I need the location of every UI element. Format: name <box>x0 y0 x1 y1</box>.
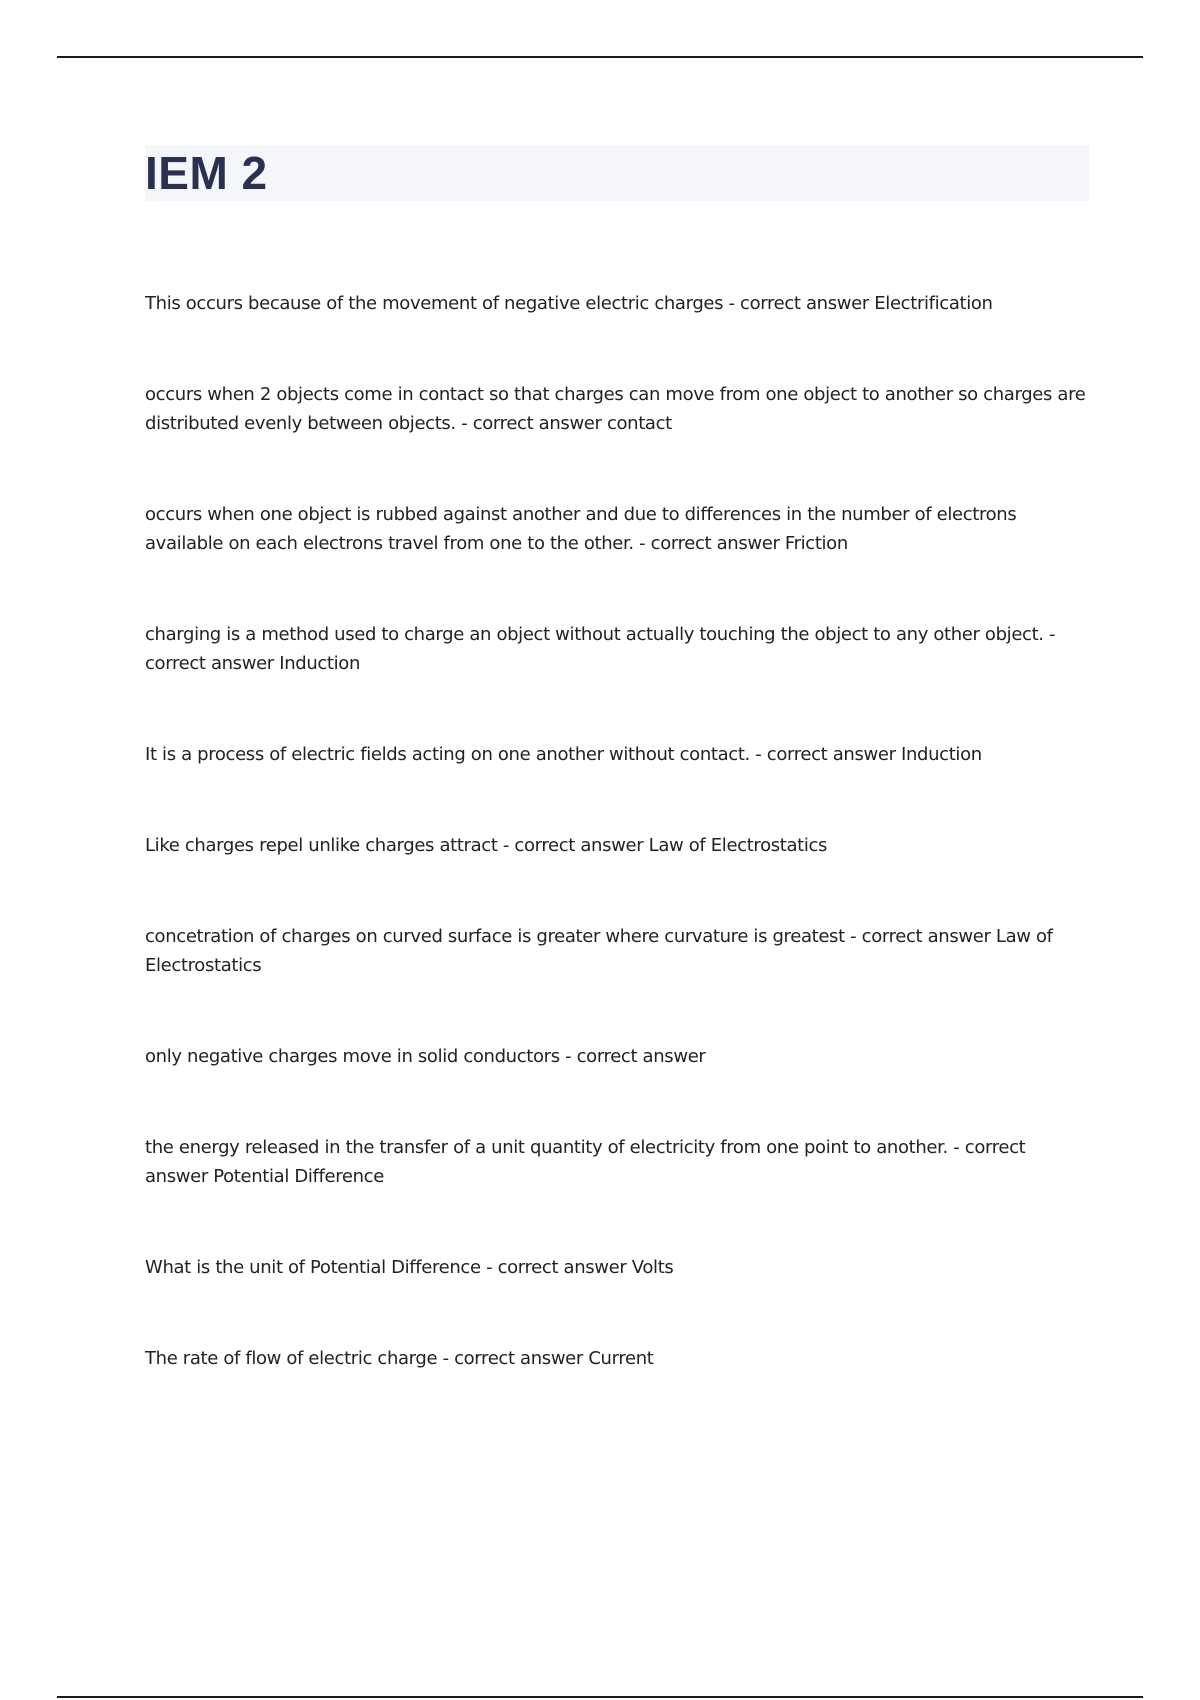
qa-item-6: Like charges repel unlike charges attract - correct answer Law of Electrostatics <box>145 835 828 856</box>
qa-item-9: the energy released in the transfer of a unit quantity of electricity from one point to another. - correct answer Potential Difference <box>145 1137 1026 1187</box>
qa-item-8: only negative charges move in solid conductors - correct answer <box>145 1046 706 1067</box>
top-rule <box>57 56 1143 58</box>
qa-item-3: occurs when one object is rubbed against another and due to differences in the number of electrons available on each electrons travel from one to the other. - correct answer Friction <box>145 504 1017 554</box>
qa-item-1: This occurs because of the movement of negative electric charges - correct answer Electrification <box>145 293 993 314</box>
document-title: IEM 2 <box>145 147 268 199</box>
qa-item-11: The rate of flow of electric charge - correct answer Current <box>145 1348 654 1369</box>
qa-item-4: charging is a method used to charge an object without actually touching the object to any other object. - correct answer Induction <box>145 624 1056 674</box>
qa-list <box>145 289 1090 1435</box>
qa-item-2: occurs when 2 objects come in contact so that charges can move from one object to another so charges are distributed evenly between objects. - correct answer contact <box>145 384 1086 434</box>
qa-item-7: concetration of charges on curved surface is greater where curvature is greatest - correct answer Law of Electrostatics <box>145 926 1053 976</box>
bottom-rule <box>57 1696 1143 1698</box>
title-band <box>145 145 1089 201</box>
qa-item-10: What is the unit of Potential Difference - correct answer Volts <box>145 1257 674 1278</box>
qa-item-5: It is a process of electric fields acting on one another without contact. - correct answer Induction <box>145 744 982 765</box>
